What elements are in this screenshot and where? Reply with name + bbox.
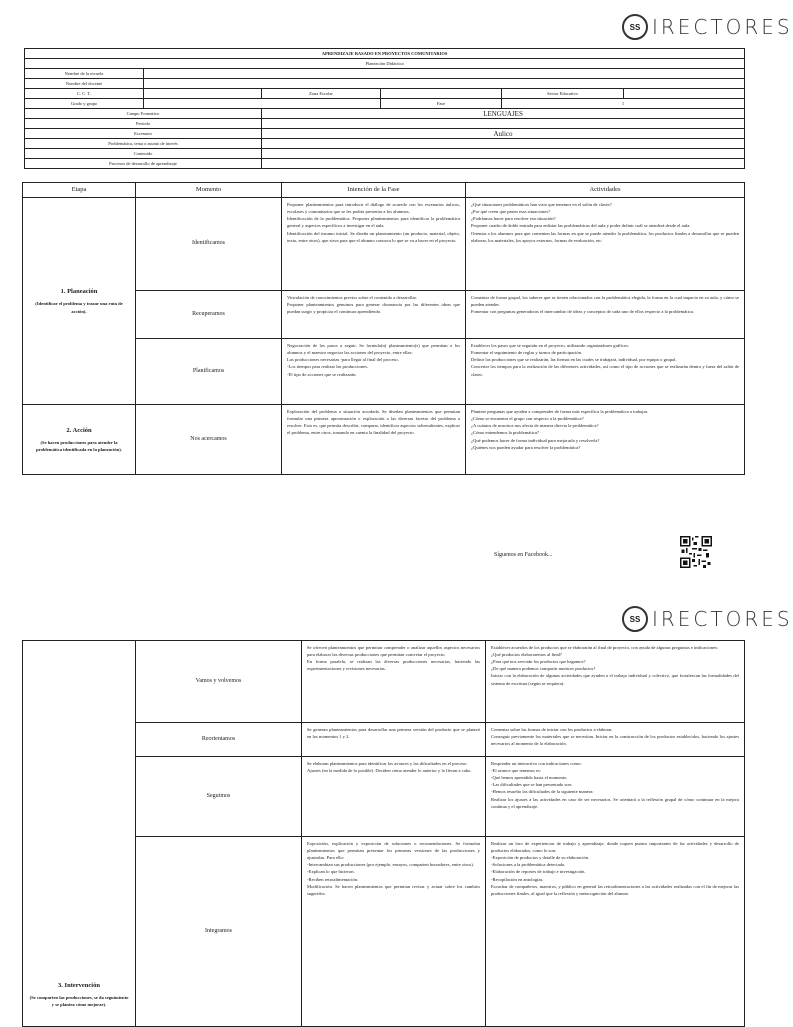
col-header-etapa: Etapa (23, 183, 136, 198)
text-line: Establecer los pasos que se seguirán en el proyecto, utilizando organizadores gráficos. (471, 343, 630, 349)
intencion-recuperamos (282, 291, 466, 339)
text-line: Comentar de forma grupal, los saberes que se tienen relacionados con la problemática elegida, la forma en la cual impacta en su aula, y cómo se pueden atender. (471, 295, 739, 308)
contenido-field[interactable] (262, 149, 745, 159)
etapa-intervencion (23, 641, 136, 1027)
periodo-label: Periodo (25, 119, 262, 129)
text-line: Definir las producciones que se realizarán, las formas en las cuales se trabajará, individual, por equipo o grupal. (471, 357, 677, 363)
etapa-planeacion (23, 198, 136, 405)
stages-table-page2 (22, 640, 745, 1027)
intencion-reorientamos (302, 723, 486, 757)
text-line: Modificación. Se hacen planteamientos que permitan revisar y actuar sobre los cambios sugeridos. (307, 883, 480, 896)
text-line: Realizar un foro de experiencias de trabajo y aprendizaje, donde toquen puntos importantes de las actividades y desarrollo de productos elaborados, como lo son: (491, 841, 739, 854)
actividades-nos-acercamos (466, 405, 745, 475)
qr-code-icon[interactable] (680, 536, 712, 568)
escenario-value: Aulico (262, 129, 745, 139)
etapa-planeacion-desc: (Identificar el problema y trazar una ruta de acción). (35, 301, 123, 314)
text-line: -Soluciones a la problemática detectada. (491, 862, 566, 868)
logo-wordmark: IRECTORES (652, 15, 793, 39)
logo-seal-icon: SS (622, 14, 648, 40)
momento-nos-acercamos: Nos acercamos (136, 405, 282, 475)
text-line: Comentar sobre las formas de iniciar con los productos a elaborar. (491, 727, 613, 732)
col-header-actividades: Actividades (466, 183, 745, 198)
etapa-intervencion-desc: (Se comparten las producciones, se da seguimiento y se plantea cómo mejorar). (29, 994, 129, 1007)
text-line: Se ofrecen planteamientos que permitan comprender o analizar aquellos aspectos necesarios para elaborar las diversas producciones que permitan concretar el proyecto. (307, 645, 480, 658)
text-line: Vinculación de conocimientos previos sobre el contenido a desarrollar. (287, 295, 417, 301)
directores-logo (622, 14, 793, 40)
text-line: -El tipo de acciones que se realizarán. (287, 371, 357, 377)
text-line: En forma paralela, se realizan las diversas producciones necesarias, haciendo las experimentaciones y revisiones necesarias. (307, 659, 480, 672)
intencion-planificamos (282, 339, 466, 405)
text-line: Escuchar de compañeros, maestros, y público en general las retroalimentaciones a las actividades realizadas con el fin de mejorar las producciones finales, al igual que la reflexión y metacognición del alumno. (491, 883, 739, 896)
escenario-label: Escenario (25, 129, 262, 139)
text-line: Las producciones necesarias -para llegar al final del proceso. (287, 357, 399, 363)
text-line: Proponer planteamientos genuinos para generar disonancia por las diferentes ideas que puedan surgir y propiciar el continuar aprendiendo. (287, 302, 460, 315)
directores-logo-page2 (622, 606, 793, 632)
actividades-integramos (486, 837, 745, 1027)
actividades-recuperamos (466, 291, 745, 339)
intencion-vamos-y-volvemos (302, 641, 486, 723)
text-line: -Los tiempos para realizar las producciones. (287, 364, 369, 370)
text-line: ¿Para qué nos servirán los productos que hagamos? (491, 659, 586, 665)
text-line: Orientar a los alumnos para que comenten las formas en que se puede atender la problemática, los productos finales a desarrollar que se pueden elaborar, los materiales, los apoyos externos, formas de evaluación, etc. (471, 230, 739, 243)
momento-planificamos: Planificamos (136, 339, 282, 405)
escuela-label: Nombre de la escuela (25, 69, 144, 79)
text-line: -Elaboración de reportes de trabajo e investigación. (491, 869, 586, 875)
text-line: Plantear preguntas que ayuden a comprender de forma más específica la problemática a trabajar. (471, 409, 649, 415)
cct-label: C. C. T. (25, 89, 144, 99)
cct-field[interactable] (144, 89, 262, 99)
momento-seguimos: Seguimos (136, 757, 302, 837)
campo-value: LENGUAJES (262, 109, 745, 119)
text-line: ¿Por qué creen que pasen esas situaciones? (471, 209, 551, 215)
text-line: -Exposición de productos y detalle de su elaboración. (491, 855, 590, 861)
text-line: Identificación de la problemática. Proponer planteamientos para identificar la problemática general y aspectos específicos a investigar en el aula. (287, 216, 460, 229)
zona-field[interactable] (381, 89, 502, 99)
etapa-accion-desc: (Se hacen producciones para atender la problemática identificada en la planeación). (36, 439, 122, 453)
text-line: Se elaboran planteamientos para identificar los avances y las dificultades en el proceso. (307, 761, 468, 766)
momento-vamos-y-volvemos: Vamos y volvemos (136, 641, 302, 723)
fase-label: Fase (381, 99, 502, 109)
etapa-planeacion-title: 1. Planeación (60, 288, 98, 296)
text-line: Fomentar el seguimiento de reglas y turnos de participación. (471, 350, 583, 356)
pda-field[interactable] (262, 159, 745, 169)
text-line: ¿Cómo entendemos la problemática? (471, 430, 539, 436)
text-line: Fomentar con preguntas generadoras el intercambio de ideas y conceptos de cada uno de ellos respecto a la problemática. (471, 309, 695, 315)
fase-value: 1 (502, 99, 745, 109)
text-line: ¿Cómo se encuentra el grupo con respecto a la problemática? (471, 416, 584, 422)
momento-identificamos: Identificamos (136, 198, 282, 291)
actividades-identificamos (466, 198, 745, 291)
text-line: -Hemos resuelto las dificultades de la siguiente manera: (491, 789, 594, 795)
escuela-field[interactable] (144, 69, 745, 79)
logo-wordmark: IRECTORES (652, 607, 793, 631)
momento-reorientamos: Reorientamos (136, 723, 302, 757)
sector-field[interactable] (624, 89, 745, 99)
campo-label: Campo Formativo (25, 109, 262, 119)
grado-field[interactable] (144, 99, 381, 109)
facebook-follow-text: Síguenos en Facebook... (494, 552, 553, 558)
text-line: ¿Qué podemos hacer de forma individual para mejorarla y resolverla? (471, 437, 600, 443)
text-line: -El avance que tenemos es: (491, 768, 541, 774)
momento-integramos: Integramos (136, 837, 302, 1027)
text-line: ¿Qué productos elaboraremos al final? (491, 652, 562, 658)
header-info-table (24, 48, 745, 169)
text-line: Negociación de los pasos a seguir. Se formula(n) planteamiento(s) que permitan a los alumnos y el maestro negociar las acciones del proyecto, entre ellas: (287, 343, 460, 356)
text-line: Se generan planteamientos para desarrollar una primera versión del producto que se planteó en los momentos 1 y 2. (307, 727, 480, 740)
text-line: Conseguir previamente los materiales que se necesitan. Iniciar en la construcción de los productos establecidos, haciendo los ajustes necesarios al momento de la elaboración. (491, 734, 739, 747)
text-line: Ajustes (en la medida de lo posible). Deciden cómo atender lo anterior y lo llevan a cabo. (307, 768, 472, 774)
momento-recuperamos: Recuperamos (136, 291, 282, 339)
text-line: -Explican lo que hicieron. (307, 869, 355, 875)
intencion-nos-acercamos (282, 405, 466, 475)
actividades-reorientamos (486, 723, 745, 757)
text-line: ¿Qué situaciones problemáticas han visto que tenemos en el salón de clases? (471, 202, 612, 208)
periodo-field[interactable] (262, 119, 745, 129)
text-line: -Qué hemos aprendido hasta el momento. (491, 775, 568, 781)
text-line: Exposición, explicación y exposición de soluciones o recomendaciones. Se formulan planteamientos que permitan presentar los primeras versiones de las producciones y ajustarlas. Para ello: (307, 841, 480, 861)
pda-label: Procesos de desarrollo de aprendizaje (25, 159, 262, 169)
text-line: -Intercambian sus producciones (por ejemplo, ensayos, comparten borradores, entre otros). (307, 862, 474, 868)
text-line: Iniciar con la elaboración de algunas actividades que ayuden a el trabajo individual y colectivo, que fortalezcan las formalidades del sistema de escritura (según se requiera). (491, 673, 739, 686)
intencion-identificamos (282, 198, 466, 291)
etapa-accion (23, 405, 136, 475)
etapa-accion-title: 2. Acción (66, 426, 92, 434)
docente-label: Nombre del docente (25, 79, 144, 89)
text-line: Proponer planteamientos para introducir el diálogo de acuerdo con los escenarios áulicos, escolares y comunitarios que se les podría presentar a los alumnos. (287, 202, 460, 215)
text-line: -Las dificultades que se han presentado son: (491, 782, 573, 788)
text-line: ¿Quiénes nos pueden ayudar para resolver la problemática? (471, 444, 581, 450)
document-title: APRENDIZAJE BASADO EN PROYECTOS COMUNITARIOS (25, 49, 745, 59)
actividades-vamos-y-volvemos (486, 641, 745, 723)
problematica-label: Problemática, tema o asunto de interés (25, 139, 262, 149)
text-line: -Recopilación en antologías. (491, 876, 544, 882)
intencion-integramos (302, 837, 486, 1027)
grado-label: Grado y grupo (25, 99, 144, 109)
col-header-momento: Momento (136, 183, 282, 198)
intencion-seguimos (302, 757, 486, 837)
col-header-intencion: Intención de la Fase (282, 183, 466, 198)
text-line: Realizar los ajustes a las actividades en caso de ser necesarios. Se orientará a la reflexión grupal de cómo continuar en la mejora continua y el aprendizaje. (491, 796, 739, 809)
text-line: ¿Podríamos hacer para resolver esa situación? (471, 216, 556, 222)
text-line: Establecer acuerdos de los productos que se elaborarán al final de proyecto, con ayuda de algunas preguntas e indicaciones: (491, 645, 719, 650)
docente-field[interactable] (144, 79, 745, 89)
actividades-planificamos (466, 339, 745, 405)
text-line: Identificación del insumo inicial. Se diseña un planteamiento (un producto, material, objeto, texto, entre otros), que sirva para que el alumno conozca lo que se va a hacer en el proyecto. (287, 230, 460, 243)
logo-seal-icon: SS (622, 606, 648, 632)
text-line: -Reciben retroalimentación. (307, 876, 359, 882)
etapa-intervencion-title: 3. Intervención (58, 981, 100, 989)
text-line: ¿A cuántos de nosotros nos afecta de manera directa la problemática? (471, 423, 599, 429)
zona-label: Zona Escolar (262, 89, 381, 99)
sector-label: Sector Educativo (502, 89, 624, 99)
document-subtitle: Planeación Didáctica (25, 59, 745, 69)
text-line: Concertar los tiempos para la realización de las diferentes actividades, así como el tipo de acciones que se realizarán dentro y fuera del salón de clases. (471, 364, 739, 377)
text-line: Proponer cuadro de doble entrada para enlistar las problemáticas del aula y poder definir cuál se atenderá desde el aula. (471, 223, 691, 229)
text-line: ¿De qué manera podemos compartir nuestros productos? (491, 666, 596, 672)
stages-table-page1 (22, 182, 745, 475)
text-line: Exploración del problema o situación acordada. Se diseñan planteamientos que permitan formular una primera aproximación o exploración a las diversas facetas del problema a resolver. Esto es, que permita describir, comparar, identificar aspectos sobresalientes, explicar el problema, entre otros, tomando en cuenta la finalidad del proyecto. (287, 409, 460, 436)
contenido-label: Contenido (25, 149, 262, 159)
text-line: Responder un interactivo con indicaciones como: (491, 761, 582, 766)
actividades-seguimos (486, 757, 745, 837)
problematica-field[interactable] (262, 139, 745, 149)
